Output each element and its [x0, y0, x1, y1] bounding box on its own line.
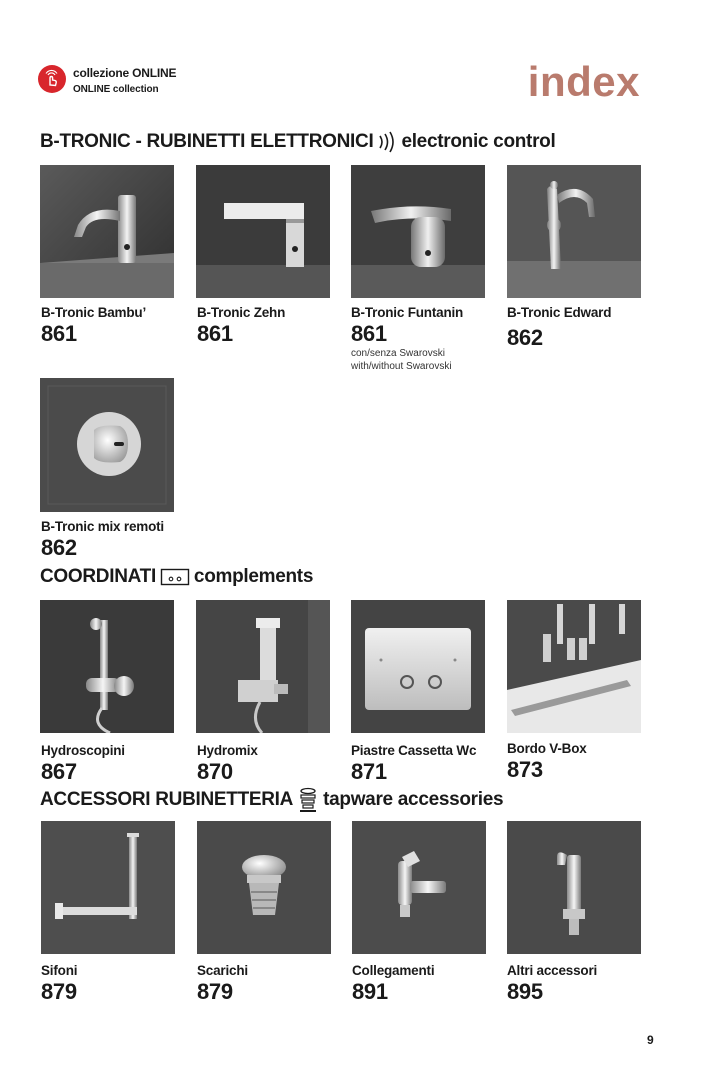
collection-label-en: ONLINE collection — [73, 84, 159, 95]
collection-label-it: collezione ONLINE — [73, 66, 177, 80]
section-title-it: COORDINATI — [40, 566, 156, 587]
section-heading-electronic — [40, 130, 555, 154]
product-name: Collegamenti — [352, 963, 435, 978]
product-page-number[interactable]: 895 — [507, 979, 543, 1004]
online-collection-badge-icon — [38, 65, 66, 93]
product-name: Bordo V-Box — [507, 741, 587, 756]
product-page-number[interactable]: 873 — [507, 757, 543, 782]
section-heading-accessories — [40, 787, 503, 813]
product-note-en: with/without Swarovski — [351, 361, 452, 372]
product-name: Hydromix — [197, 743, 258, 758]
product-page-number[interactable]: 871 — [351, 759, 387, 784]
product-image-sifoni[interactable] — [41, 821, 175, 954]
complements-box-icon — [160, 567, 190, 587]
section-title-en: tapware accessories — [323, 789, 504, 810]
product-page-number[interactable]: 867 — [41, 759, 77, 784]
section-title-it: B-TRONIC - RUBINETTI ELETTRONICI — [40, 131, 374, 152]
product-name: Scarichi — [197, 963, 248, 978]
product-page-number[interactable]: 861 — [197, 321, 233, 346]
product-name: Sifoni — [41, 963, 78, 978]
product-image-btronic-edward[interactable] — [507, 165, 641, 298]
product-image-piastre-cassetta-wc[interactable] — [351, 600, 485, 733]
product-image-collegamenti[interactable] — [352, 821, 486, 954]
section-title-it: ACCESSORI RUBINETTERIA — [40, 789, 294, 810]
product-name: Altri accessori — [507, 963, 598, 978]
product-page-number[interactable]: 861 — [351, 321, 387, 346]
product-page-number[interactable]: 870 — [197, 759, 233, 784]
product-page-number[interactable]: 861 — [41, 321, 77, 346]
product-image-altri-accessori[interactable] — [507, 821, 641, 954]
product-image-scarichi[interactable] — [197, 821, 331, 954]
product-page-number[interactable]: 879 — [41, 979, 77, 1004]
product-page-number[interactable]: 891 — [352, 979, 388, 1004]
product-image-hydroscopini[interactable] — [40, 600, 174, 733]
product-name: B-Tronic Funtanin — [351, 305, 464, 320]
product-image-bordo-v-box[interactable] — [507, 600, 641, 733]
product-image-hydromix[interactable] — [196, 600, 330, 733]
page-number: 9 — [647, 1033, 654, 1047]
product-name: B-Tronic Zehn — [197, 305, 286, 320]
sensor-waves-icon — [377, 130, 397, 154]
product-page-number[interactable]: 879 — [197, 979, 233, 1004]
product-image-btronic-zehn[interactable] — [196, 165, 330, 298]
page-title: index — [527, 58, 640, 105]
section-title-en: electronic control — [401, 131, 556, 152]
product-page-number[interactable]: 862 — [41, 535, 77, 560]
section-heading-complements — [40, 566, 313, 588]
section-title-en: complements — [193, 566, 314, 587]
product-name: Hydroscopini — [41, 743, 125, 758]
product-name: B-Tronic Bambu’ — [41, 305, 147, 320]
product-image-btronic-bambu[interactable] — [40, 165, 174, 298]
product-note-it: con/senza Swarovski — [351, 348, 445, 359]
product-image-btronic-funtanin[interactable] — [351, 165, 485, 298]
product-name: B-Tronic Edward — [507, 305, 612, 320]
product-name: B-Tronic mix remoti — [41, 519, 164, 534]
product-image-btronic-mix-remoti[interactable] — [40, 378, 174, 512]
product-page-number[interactable]: 862 — [507, 325, 543, 350]
product-name: Piastre Cassetta Wc — [351, 743, 477, 758]
drain-fitting-icon — [297, 787, 319, 813]
